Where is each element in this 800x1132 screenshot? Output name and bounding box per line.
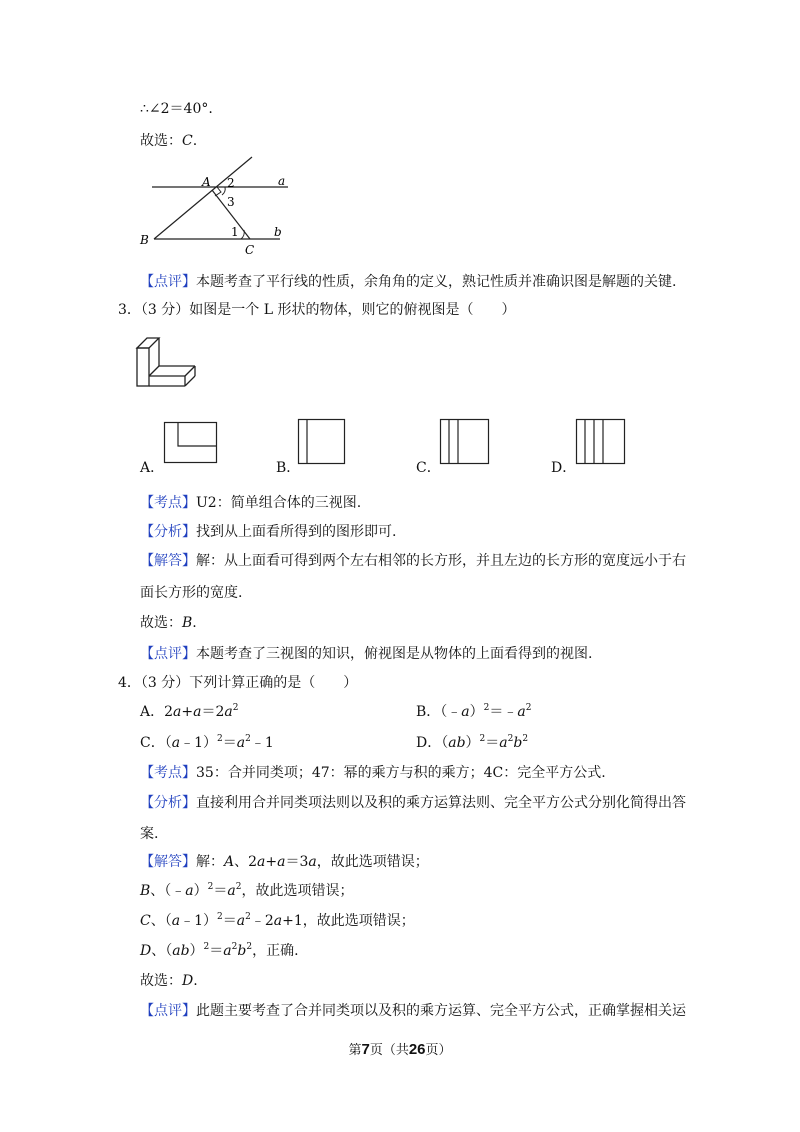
q3-stem: 3．（3 分）如图是一个 L 形状的物体，则它的俯视图是（ ） <box>118 302 516 318</box>
label-b: b <box>274 225 282 239</box>
q4-jieda-b: B、$(﹣a)^2=a^2$，故此选项错误； <box>140 882 354 899</box>
label-a: a <box>278 174 286 188</box>
option-a-figure <box>164 422 218 464</box>
q4-answer: 故选：D. <box>140 973 198 989</box>
q3-jieda-cont: 面长方形的宽度. <box>140 585 243 601</box>
q4-dianping: 【点评】此题主要考查了合并同类项以及积的乘方运算、完全平方公式，正确掌握相关运 <box>140 1003 686 1019</box>
q4-jieda: 【解答】解：A、2a+a＝3a，故此选项错误； <box>140 854 429 870</box>
label-3: 3 <box>227 195 235 209</box>
label-C: C <box>245 243 255 257</box>
page-total: 26 <box>408 1041 426 1058</box>
q4-jieda-c: C、$(a﹣1)^2=a^2﹣2a+1$，故此选项错误； <box>140 912 415 929</box>
label-2: 2 <box>227 176 235 190</box>
answer-line-prev: 故选：C. <box>140 133 198 149</box>
label-A: A <box>202 175 211 189</box>
q4-fenxi: 【分析】直接利用合并同类项法则以及积的乘方运算法则、完全平方公式分别化简得出答 <box>140 795 686 811</box>
q3-option-d-label: D． <box>551 460 577 476</box>
q4-option-a: A．$2a+a=2a^2$ <box>140 703 239 720</box>
parallel-lines-figure <box>140 150 300 260</box>
q4-fenxi-cont: 案. <box>140 826 159 842</box>
q3-fenxi: 【分析】找到从上面看所得到的图形即可. <box>140 524 397 540</box>
q3-option-c-label: C． <box>416 460 441 476</box>
q3-option-b-label: B． <box>276 460 301 476</box>
q3-kaodian: 【考点】U2：简单组合体的三视图. <box>140 495 362 511</box>
option-b-figure <box>298 419 346 465</box>
l-shape-solid-figure <box>135 328 205 390</box>
q3-option-a-label: A． <box>140 460 165 476</box>
q4-option-c: C．$(a﹣1)^2=a^2﹣1$ <box>140 734 274 751</box>
q4-stem: 4．（3 分）下列计算正确的是（ ） <box>118 675 358 691</box>
page-number: 7 <box>361 1041 370 1058</box>
q4-jieda-d: D、$(ab)^2=a^2b^2$，正确. <box>140 942 299 959</box>
q4-option-d: D．$(ab)^2=a^2b^2$ <box>416 734 529 751</box>
label-1: 1 <box>231 225 239 239</box>
therefore-line: ∴∠2＝40°. <box>140 101 213 117</box>
option-d-figure <box>576 419 626 465</box>
q3-jieda: 【解答】解：从上面看可得到两个左右相邻的长方形，并且左边的长方形的宽度远小于右 <box>140 553 686 569</box>
page-footer: 第7页（共26页） <box>348 1041 452 1058</box>
option-c-figure <box>440 419 490 465</box>
q3-answer: 故选：B. <box>140 615 197 631</box>
q4-option-b: B．$(﹣a)^2=﹣a^2$ <box>416 703 532 720</box>
q3-dianping: 【点评】本题考查了三视图的知识，俯视图是从物体的上面看得到的视图. <box>140 646 593 662</box>
label-B: B <box>140 233 149 247</box>
q4-kaodian: 【考点】35：合并同类项；47：幂的乘方与积的乘方；4C：完全平方公式. <box>140 765 606 781</box>
review-prev: 【点评】本题考查了平行线的性质，余角角的定义，熟记性质并准确识图是解题的关键. <box>140 274 677 290</box>
